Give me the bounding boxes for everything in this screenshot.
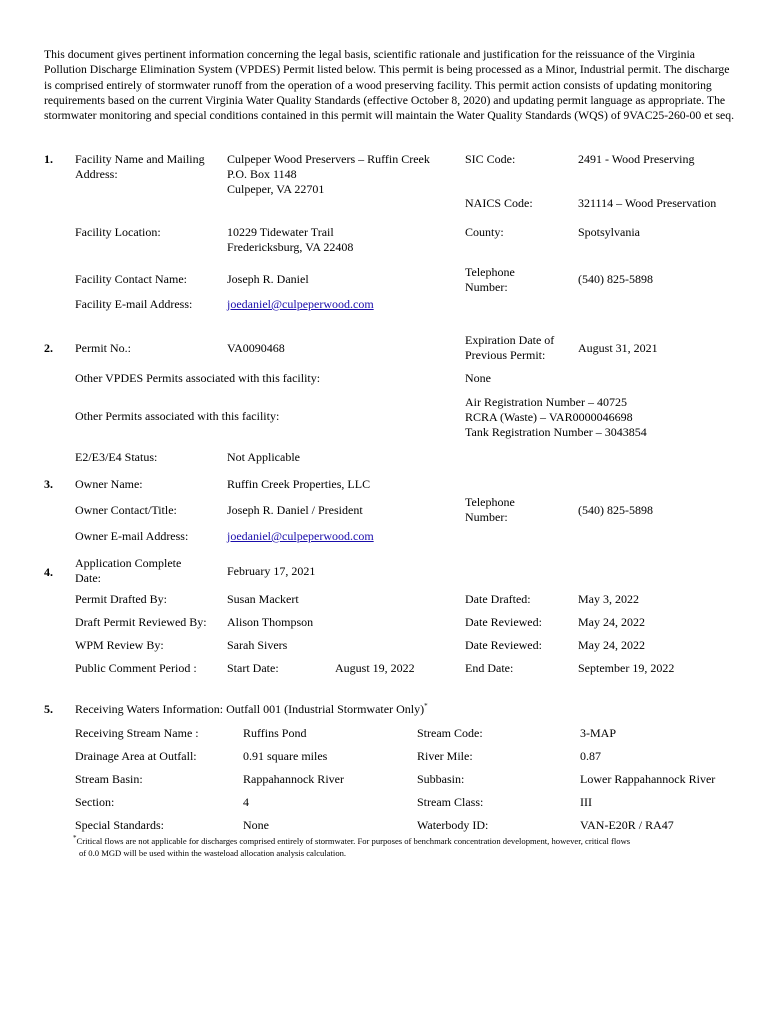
facility-phone-label-2: Number: — [465, 280, 508, 294]
waterbody-id-value: VAN-E20R / RA47 — [580, 818, 674, 832]
subbasin-label: Subbasin: — [417, 772, 465, 786]
expiration-value: August 31, 2021 — [578, 341, 658, 355]
end-date-value: September 19, 2022 — [578, 661, 675, 675]
facility-location-label: Facility Location: — [75, 225, 161, 239]
naics-code-value: 321114 – Wood Preservation — [578, 196, 717, 210]
e-status-value: Not Applicable — [227, 450, 300, 464]
owner-email-label: Owner E-mail Address: — [75, 529, 189, 543]
date-reviewed-label: Date Reviewed: — [465, 615, 542, 629]
section-number: 1. — [44, 152, 53, 166]
date-drafted-label: Date Drafted: — [465, 592, 531, 606]
start-date-value: August 19, 2022 — [335, 661, 415, 675]
facility-address-label: Address: — [75, 167, 118, 181]
subbasin-value: Lower Rappahannock River — [580, 772, 716, 786]
owner-phone-label-2: Number: — [465, 510, 508, 524]
river-mile-label: River Mile: — [417, 749, 473, 763]
county-label: County: — [465, 225, 504, 239]
facility-phone-label: Telephone — [465, 265, 515, 279]
footnote-line-1 — [73, 836, 630, 848]
permit-no-value: VA0090468 — [227, 341, 285, 355]
drafted-by-value: Susan Mackert — [227, 592, 299, 606]
special-standards-label: Special Standards: — [75, 818, 164, 832]
stream-class-value: III — [580, 795, 592, 809]
facility-name: Culpeper Wood Preservers – Ruffin Creek — [227, 152, 430, 166]
naics-code-label: NAICS Code: — [465, 196, 533, 210]
permit-no-label: Permit No.: — [75, 341, 131, 355]
section-label: Section: — [75, 795, 115, 809]
section-number: 2. — [44, 341, 53, 355]
end-date-label: End Date: — [465, 661, 514, 675]
facility-contact-label: Facility Contact Name: — [75, 272, 187, 286]
stream-name-value: Ruffins Pond — [243, 726, 307, 740]
application-complete-label-2: Date: — [75, 571, 101, 585]
county-value: Spotsylvania — [578, 225, 640, 239]
facility-phone-value: (540) 825-5898 — [578, 272, 653, 286]
waterbody-id-label: Waterbody ID: — [417, 818, 489, 832]
application-complete-value: February 17, 2021 — [227, 564, 316, 578]
facility-location-line-1: 10229 Tidewater Trail — [227, 225, 334, 239]
footnote-mark: * — [73, 834, 77, 843]
application-complete-label: Application Complete — [75, 556, 182, 570]
other-permits-label: Other Permits associated with this facility: — [75, 409, 280, 423]
section-number: 4. — [44, 565, 53, 579]
date-reviewed-2-value: May 24, 2022 — [578, 638, 645, 652]
stream-code-label: Stream Code: — [417, 726, 483, 740]
reviewed-by-value: Alison Thompson — [227, 615, 314, 629]
stream-code-value: 3-MAP — [580, 726, 617, 740]
drainage-area-value: 0.91 square miles — [243, 749, 328, 763]
e-status-label: E2/E3/E4 Status: — [75, 450, 158, 464]
facility-address-line-2: Culpeper, VA 22701 — [227, 182, 325, 196]
intro-paragraph: This document gives pertinent information concerning the legal basis, scientific rationale and justification for the reissuance of the Virginia Pollution Discharge Elimination System (VPDES) Permit listed below. This permit is being processed as a Minor, Industrial permit. The discharge is comprised entirely of stormwater runoff from the operation of a wood preserving facility. This permit action consists of updating monitoring requirements based on the current Virginia Water Quality Standards (effective October 8, 2020) and updating permit language as appropriate. The stormwater monitoring and special conditions contained in this permit will maintain the Water Quality Standards (WQS) of 9VAC25-260-00 et seq. — [44, 48, 735, 123]
wpm-review-value: Sarah Sivers — [227, 638, 288, 652]
facility-contact-value: Joseph R. Daniel — [227, 272, 309, 286]
section-number: 3. — [44, 477, 53, 491]
other-permit-tank: Tank Registration Number – 3043854 — [465, 425, 647, 439]
other-permit-air: Air Registration Number – 40725 — [465, 395, 627, 409]
facility-email-label: Facility E-mail Address: — [75, 297, 193, 311]
owner-name-value: Ruffin Creek Properties, LLC — [227, 477, 371, 491]
drainage-area-label: Drainage Area at Outfall: — [75, 749, 197, 763]
stream-basin-label: Stream Basin: — [75, 772, 143, 786]
owner-email-link[interactable]: joedaniel@culpeperwood.com — [227, 529, 374, 543]
facility-address-line-1: P.O. Box 1148 — [227, 167, 297, 181]
owner-contact-value: Joseph R. Daniel / President — [227, 503, 363, 517]
date-reviewed-2-label: Date Reviewed: — [465, 638, 542, 652]
other-permit-rcra: RCRA (Waste) – VAR0000046698 — [465, 410, 633, 424]
special-standards-value: None — [243, 818, 269, 832]
owner-contact-label: Owner Contact/Title: — [75, 503, 177, 517]
facility-name-label: Facility Name and Mailing — [75, 152, 205, 166]
owner-phone-label: Telephone — [465, 495, 515, 509]
public-comment-label: Public Comment Period : — [75, 661, 197, 675]
other-vpdes-value: None — [465, 371, 491, 385]
facility-email-link[interactable]: joedaniel@culpeperwood.com — [227, 297, 374, 311]
reviewed-by-label: Draft Permit Reviewed By: — [75, 615, 207, 629]
wpm-review-label: WPM Review By: — [75, 638, 164, 652]
receiving-waters-heading — [75, 702, 428, 716]
expiration-label: Expiration Date of — [465, 333, 555, 347]
footnote-line-2: of 0.0 MGD will be used within the wasteload allocation analysis calculation. — [79, 848, 347, 858]
section-value: 4 — [243, 795, 249, 809]
stream-class-label: Stream Class: — [417, 795, 484, 809]
start-date-label: Start Date: — [227, 661, 279, 675]
stream-name-label: Receiving Stream Name : — [75, 726, 199, 740]
owner-phone-value: (540) 825-5898 — [578, 503, 653, 517]
date-reviewed-value: May 24, 2022 — [578, 615, 645, 629]
river-mile-value: 0.87 — [580, 749, 601, 763]
owner-name-label: Owner Name: — [75, 477, 143, 491]
stream-basin-value: Rappahannock River — [243, 772, 344, 786]
date-drafted-value: May 3, 2022 — [578, 592, 639, 606]
section-number: 5. — [44, 702, 53, 716]
sic-code-value: 2491 - Wood Preserving — [578, 152, 695, 166]
drafted-by-label: Permit Drafted By: — [75, 592, 167, 606]
expiration-label-2: Previous Permit: — [465, 348, 546, 362]
sic-code-label: SIC Code: — [465, 152, 516, 166]
receiving-waters-heading-text: Receiving Waters Information: Outfall 001 (Industrial Stormwater Only) — [75, 702, 425, 716]
facility-location-line-2: Fredericksburg, VA 22408 — [227, 240, 354, 254]
footnote-marker: * — [424, 702, 428, 710]
footnote-text-1: Critical flows are not applicable for discharges comprised entirely of stormwater. For purposes of benchmark concentration development, however, critical flows — [76, 836, 631, 846]
other-vpdes-label: Other VPDES Permits associated with this facility: — [75, 371, 321, 385]
